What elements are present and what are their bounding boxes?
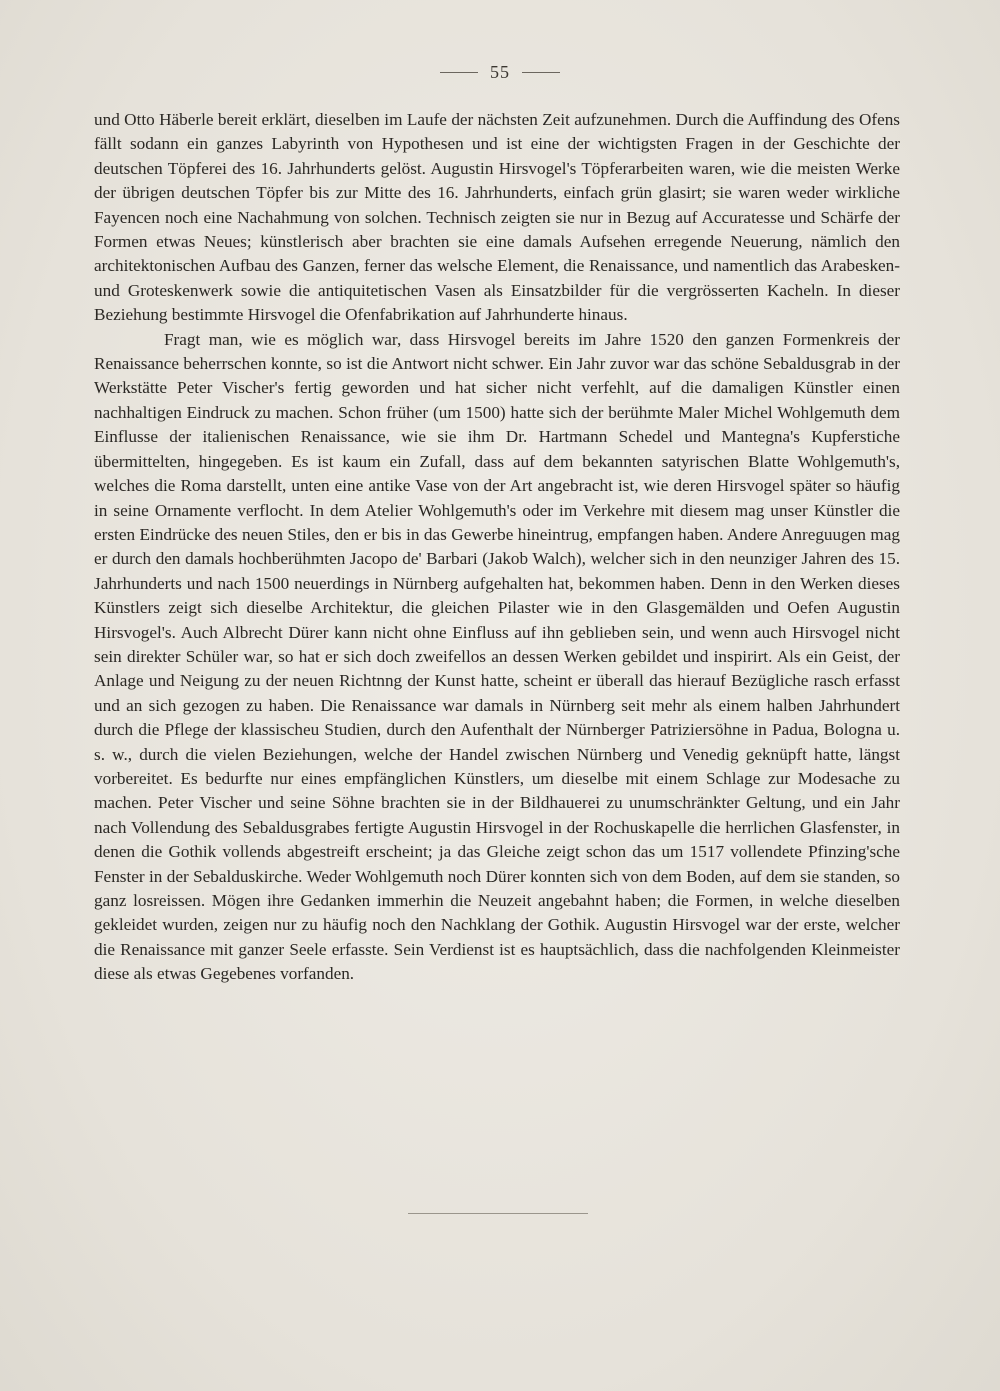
header-rule-right: [522, 72, 560, 73]
page-number: 55: [490, 62, 510, 82]
paragraph-2: Fragt man, wie es möglich war, dass Hirsvogel bereits im Jahre 1520 den ganzen Formenkreis der Renaissance beherrschen konnte, so ist die Antwort nicht schwer. Ein Jahr zuvor war das schöne Sebaldusgrab in der Werkstätte Peter Vischer's fertig geworden und hat sicher nicht verfehlt, auf die damaligen Künstler einen nachhaltigen Eindruck zu machen. Schon früher (um 1500) hatte sich der berühmte Maler Michel Wohlgemuth dem Einflusse der italienischen Renaissance, wie sie ihm Dr. Hartmann Schedel und Mantegna's Kupferstiche übermittelten, hingegeben. Es ist kaum ein Zufall, dass auf dem bekannten satyrischen Blatte Wohlgemuth's, welches die Roma darstellt, unten eine antike Vase von der Art angebracht ist, wie deren Hirsvogel später so häufig in seine Ornamente verflocht. In dem Atelier Wohlgemuth's oder im Verkehre mit diesem mag unser Künstler die ersten Eindrücke des neuen Stiles, den er bis in das Gewerbe hineintrug, empfangen haben. Andere Anreguugen mag er durch den damals hochberühmten Jacopo de' Barbari (Jakob Walch), welcher sich in den neunziger Jahren des 15. Jahrhunderts und nach 1500 neuerdings in Nürnberg aufgehalten hat, bekommen haben. Denn in den Werken dieses Künstlers zeigt sich dieselbe Architektur, die gleichen Pilaster wie in den Glasgemälden und Oefen Augustin Hirsvogel's. Auch Albrecht Dürer kann nicht ohne Einfluss auf ihn geblieben sein, und wenn auch Hirsvogel nicht sein direkter Schüler war, so hat er sich doch zweifellos an dessen Werken gebildet und inspirirt. Als ein Geist, der Anlage und Neigung zu der neuen Richtnng der Kunst hatte, scheint er überall das hierauf Bezügliche rasch erfasst und an sich gezogen zu haben. Die Renaissance war damals in Nürnberg seit mehr als einem halben Jahrhundert durch die Pflege der klassischeu Studien, durch den Aufenthalt der Nürnberger Patriziersöhne in Padua, Bologna u. s. w., durch die vielen Beziehungen, welche der Handel zwischen Nürnberg und Venedig geknüpft hatte, längst vorbereitet. Es bedurfte nur eines empfänglichen Künstlers, um dieselbe mit einem Schlage zur Modesache zu machen. Peter Vischer und seine Söhne brachten sie in der Bildhauerei zu unumschränkter Geltung, und ein Jahr nach Vollendung des Sebaldusgrabes fertigte Augustin Hirsvogel in der Rochuskapelle die herrlichen Glasfenster, in denen die Gothik vollends abgestreift erscheint; ja das Gleiche zeigt schon das um 1517 vollendete Pfinzing'sche Fenster in der Sebalduskirche. Weder Wohlgemuth noch Dürer konnten sich von dem Boden, auf dem sie standen, so ganz losreissen. Mögen ihre Gedanken immerhin die Neuzeit angebahnt haben; die Formen, in welche dieselben gekleidet wurden, zeigen nur zu häufig noch den Nachklang der Gothik. Augustin Hirsvogel war der erste, welcher die Renaissance mit ganzer Seele erfasste. Sein Verdienst ist es hauptsächlich, dass die nachfolgenden Kleinmeister diese als etwas Gegebenes vorfanden.: [94, 329, 900, 984]
body-text: [94, 108, 900, 987]
page-header: [0, 62, 1000, 83]
footer-rule: [408, 1213, 588, 1214]
paragraph-1: und Otto Häberle bereit erklärt, dieselben im Laufe der nächsten Zeit aufzunehmen. Durch die Auffindung des Ofens fällt sodann ein ganzes Labyrinth von Hypothesen und ist eine der wichtigsten Fragen in der Geschichte der deutschen Töpferei des 16. Jahrhunderts gelöst. Augustin Hirsvogel's Töpferarbeiten waren, wie die meisten Werke der übrigen deutschen Töpfer bis zur Mitte des 16. Jahrhunderts, einfach grün glasirt; sie waren weder wirkliche Fayencen noch eine Nachahmung von solchen. Technisch zeigten sie nur in Bezug auf Accuratesse und Schärfe der Formen etwas Neues; künstlerisch aber brachten sie eine damals Aufsehen erregende Neuerung, nämlich den architektonischen Aufbau des Ganzen, ferner das welsche Element, die Renaissance, und namentlich das Arabesken- und Groteskenwerk sowie die antiquitetischen Vasen als Einsatzbilder für die vergrösserten Kacheln. In dieser Beziehung bestimmte Hirsvogel die Ofenfabrikation auf Jahrhunderte hinaus.: [94, 110, 900, 325]
header-rule-left: [440, 72, 478, 73]
